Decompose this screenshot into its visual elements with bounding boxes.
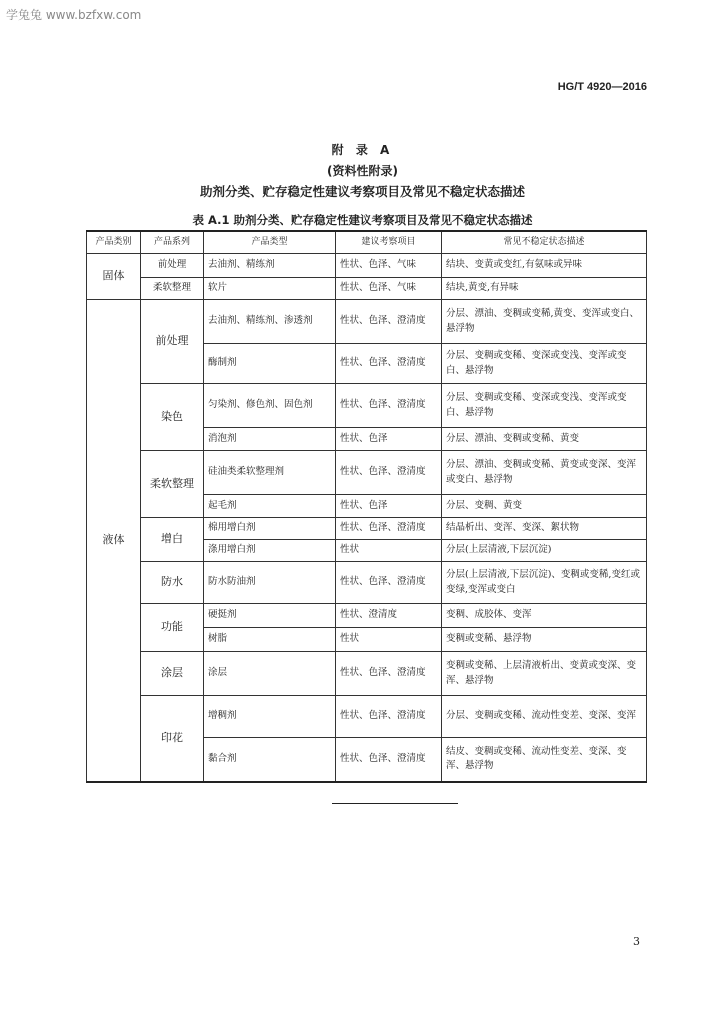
table-row [87, 562, 647, 604]
series-cell: 柔软整理 [141, 278, 204, 300]
header-type: 产品类型 [204, 231, 336, 254]
desc-cell: 分层、变稠、黄变 [442, 495, 647, 518]
items-cell: 性状、色泽、澄清度 [336, 451, 442, 495]
type-cell: 棉用增白剂 [204, 518, 336, 540]
items-cell: 性状、色泽、澄清度 [336, 344, 442, 384]
series-cell: 印花 [141, 696, 204, 782]
standard-number: HG/T 4920—2016 [557, 81, 647, 93]
desc-cell: 分层、漂油、变稠或变稀、黄变或变深、变浑或变白、悬浮物 [442, 451, 647, 495]
desc-cell: 变稠或变稀、悬浮物 [442, 628, 647, 652]
appendix-subtitle: (资料性附录) [327, 164, 398, 178]
items-cell: 性状、色泽、气味 [336, 278, 442, 300]
desc-cell: 变稠或变稀、上层清液析出、变黄或变深、变浑、悬浮物 [442, 652, 647, 696]
desc-cell: 分层、漂油、变稠或变稀,黄变、变浑或变白、悬浮物 [442, 300, 647, 344]
desc-cell: 分层、变稠或变稀、变深或变浅、变浑或变白、悬浮物 [442, 384, 647, 428]
watermark: 学兔兔 www.bzfxw.com [6, 8, 142, 22]
desc-cell: 分层、变稠或变稀、变深或变浅、变浑或变白、悬浮物 [442, 344, 647, 384]
type-cell: 防水防油剂 [204, 562, 336, 604]
header-series: 产品系列 [141, 231, 204, 254]
items-cell: 性状、色泽、澄清度 [336, 300, 442, 344]
type-cell: 起毛剂 [204, 495, 336, 518]
items-cell: 性状 [336, 628, 442, 652]
type-cell: 消泡剂 [204, 428, 336, 451]
stability-table [86, 230, 647, 783]
table-header-row [87, 231, 647, 254]
series-cell: 前处理 [141, 254, 204, 278]
table-row [87, 518, 647, 540]
end-rule [332, 803, 458, 804]
table-row [87, 254, 647, 278]
items-cell: 性状、色泽、澄清度 [336, 738, 442, 782]
appendix-title: 附 录 A [331, 143, 394, 157]
header-items: 建议考察项目 [336, 231, 442, 254]
table-row [87, 451, 647, 495]
table-caption: 表 A.1 助剂分类、贮存稳定性建议考察项目及常见不稳定状态描述 [192, 213, 533, 227]
items-cell: 性状、色泽 [336, 495, 442, 518]
desc-cell: 结块,黄变,有异味 [442, 278, 647, 300]
desc-cell: 分层、漂油、变稠或变稀、黄变 [442, 428, 647, 451]
items-cell: 性状、色泽 [336, 428, 442, 451]
desc-cell: 分层(上层清液,下层沉淀) [442, 540, 647, 562]
page-number: 3 [633, 935, 640, 948]
series-cell: 染色 [141, 384, 204, 451]
items-cell: 性状、色泽、澄清度 [336, 652, 442, 696]
desc-cell: 分层(上层清液,下层沉淀)、变稠或变稀,变红或变绿,变浑或变白 [442, 562, 647, 604]
type-cell: 黏合剂 [204, 738, 336, 782]
items-cell: 性状 [336, 540, 442, 562]
series-cell: 柔软整理 [141, 451, 204, 518]
desc-cell: 结皮、变稠或变稀、流动性变差、变深、变浑、悬浮物 [442, 738, 647, 782]
desc-cell: 分层、变稠或变稀、流动性变差、变深、变浑 [442, 696, 647, 738]
type-cell: 树脂 [204, 628, 336, 652]
items-cell: 性状、色泽、澄清度 [336, 384, 442, 428]
table-row [87, 604, 647, 628]
series-cell: 前处理 [141, 300, 204, 384]
desc-cell: 变稠、成胶体、变浑 [442, 604, 647, 628]
series-cell: 涂层 [141, 652, 204, 696]
type-cell: 增稠剂 [204, 696, 336, 738]
type-cell: 硬挺剂 [204, 604, 336, 628]
type-cell: 涂层 [204, 652, 336, 696]
type-cell: 酶制剂 [204, 344, 336, 384]
type-cell: 涤用增白剂 [204, 540, 336, 562]
series-cell: 功能 [141, 604, 204, 652]
type-cell: 去油剂、精练剂 [204, 254, 336, 278]
type-cell: 硅油类柔软整理剂 [204, 451, 336, 495]
category-cell: 固体 [87, 254, 141, 300]
desc-cell: 结晶析出、变浑、变深、絮状物 [442, 518, 647, 540]
header-desc: 常见不稳定状态描述 [442, 231, 647, 254]
type-cell: 去油剂、精练剂、渗透剂 [204, 300, 336, 344]
items-cell: 性状、色泽、澄清度 [336, 696, 442, 738]
desc-cell: 结块、变黄或变红,有氨味或异味 [442, 254, 647, 278]
items-cell: 性状、色泽、澄清度 [336, 518, 442, 540]
items-cell: 性状、色泽、澄清度 [336, 562, 442, 604]
table-row [87, 652, 647, 696]
type-cell: 匀染剂、修色剂、固色剂 [204, 384, 336, 428]
items-cell: 性状、色泽、气味 [336, 254, 442, 278]
items-cell: 性状、澄清度 [336, 604, 442, 628]
category-cell: 液体 [87, 300, 141, 782]
table-row [87, 384, 647, 428]
table-row [87, 300, 647, 344]
appendix-heading: 助剂分类、贮存稳定性建议考察项目及常见不稳定状态描述 [199, 184, 525, 199]
header-category: 产品类别 [87, 231, 141, 254]
table-row [87, 696, 647, 738]
table-row [87, 278, 647, 300]
type-cell: 软片 [204, 278, 336, 300]
series-cell: 防水 [141, 562, 204, 604]
series-cell: 增白 [141, 518, 204, 562]
